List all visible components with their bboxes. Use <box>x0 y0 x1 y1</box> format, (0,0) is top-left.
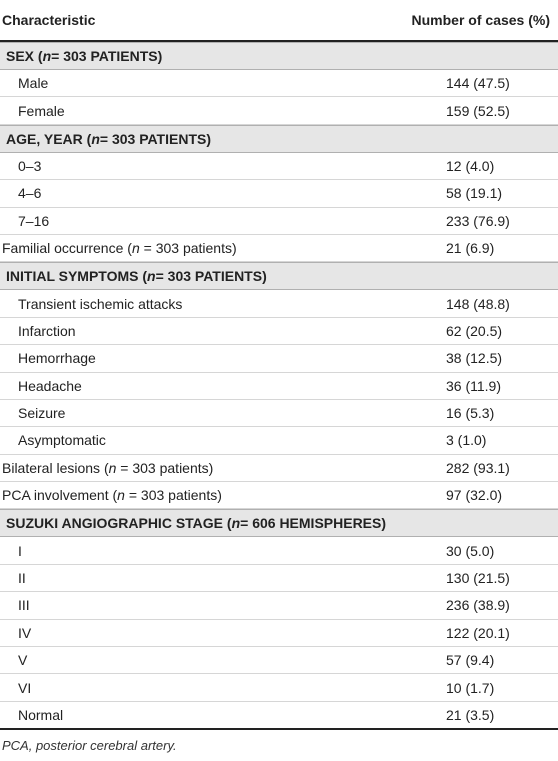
row-label: Headache <box>18 377 82 394</box>
table-row-pca <box>0 482 558 509</box>
section-sex <box>0 42 558 70</box>
row-label: 7–16 <box>18 212 50 229</box>
section-n: n <box>147 268 156 285</box>
table-row <box>0 647 558 674</box>
row-label: Hemorrhage <box>18 350 96 367</box>
row-label: I <box>18 542 22 559</box>
label-text-rest: = 303 patients) <box>124 487 222 504</box>
table-row <box>0 373 558 400</box>
row-value-cell <box>430 185 550 201</box>
row-value: 12 (4.0) <box>446 157 495 174</box>
table-row <box>0 537 558 564</box>
section-n: n <box>231 515 241 532</box>
section-title-rest: = 303 PATIENTS) <box>51 48 163 64</box>
row-value-cell <box>430 75 550 91</box>
row-value: 21 (3.5) <box>446 707 495 723</box>
table-row <box>0 427 558 454</box>
row-label: IV <box>18 624 32 641</box>
table-row <box>0 290 558 317</box>
section-title: SUZUKI ANGIOGRAPHIC STAGE ( <box>6 515 232 532</box>
row-label: Seizure <box>18 405 66 422</box>
row-label: Normal <box>18 707 64 723</box>
row-label: 4–6 <box>18 185 42 202</box>
label-text: Familial occurrence ( <box>2 240 132 257</box>
row-value: 233 (76.9) <box>446 212 510 229</box>
row-value-cell <box>430 652 550 668</box>
row-value: 122 (20.1) <box>446 624 510 641</box>
row-value: 97 (32.0) <box>446 487 503 504</box>
row-label: II <box>18 570 26 587</box>
section-title: INITIAL SYMPTOMS ( <box>6 268 148 285</box>
row-value-cell <box>430 597 550 613</box>
row-value: 57 (9.4) <box>446 652 495 669</box>
row-label: Transient ischemic attacks <box>18 295 183 312</box>
row-value: 30 (5.0) <box>446 542 495 559</box>
header-characteristic: Characteristic <box>2 12 96 28</box>
section-initial-symptoms <box>0 262 558 290</box>
label-n: n <box>108 459 117 476</box>
table-row <box>0 97 558 124</box>
row-value-cell <box>430 213 550 229</box>
section-title-rest: = 303 PATIENTS) <box>155 268 267 285</box>
row-label: Male <box>18 75 49 92</box>
row-value: 38 (12.5) <box>446 350 503 367</box>
row-value-cell <box>430 625 550 641</box>
row-value-cell <box>430 487 550 503</box>
label-text-rest: = 303 patients) <box>139 240 237 257</box>
table-row <box>0 208 558 235</box>
section-title-rest: = 606 HEMISPHERES) <box>240 515 387 532</box>
table-row <box>0 702 558 730</box>
row-label <box>2 487 222 503</box>
row-value: 58 (19.1) <box>446 185 503 202</box>
row-value-cell <box>430 323 550 339</box>
row-value-cell <box>430 378 550 394</box>
row-label: 0–3 <box>18 157 42 174</box>
row-value: 144 (47.5) <box>446 75 510 92</box>
table-row <box>0 565 558 592</box>
section-title: SEX ( <box>6 48 43 64</box>
section-suzuki-stage <box>0 509 558 537</box>
row-value: 159 (52.5) <box>446 102 510 119</box>
table-row <box>0 70 558 97</box>
table-row <box>0 592 558 619</box>
label-text: Bilateral lesions ( <box>2 459 109 476</box>
label-text: PCA involvement ( <box>2 487 118 504</box>
row-value: 130 (21.5) <box>446 570 510 587</box>
label-n: n <box>117 487 125 504</box>
row-label: Asymptomatic <box>18 432 106 449</box>
row-label: Infarction <box>18 322 76 339</box>
row-value: 10 (1.7) <box>446 679 495 696</box>
table-row <box>0 674 558 701</box>
section-n: n <box>42 48 52 64</box>
table-row <box>0 400 558 427</box>
table-row <box>0 318 558 345</box>
section-n: n <box>91 130 100 147</box>
row-value: 282 (93.1) <box>446 459 510 476</box>
row-value: 21 (6.9) <box>446 240 495 257</box>
row-value-cell <box>430 350 550 366</box>
table-row <box>0 345 558 372</box>
row-value-cell <box>430 543 550 559</box>
label-text-rest: = 303 patients) <box>116 459 214 476</box>
section-title-rest: = 303 PATIENTS) <box>99 130 211 147</box>
row-value: 16 (5.3) <box>446 405 495 422</box>
table-row-bilateral <box>0 455 558 482</box>
table-row <box>0 153 558 180</box>
section-age <box>0 125 558 153</box>
row-value-cell <box>430 460 550 476</box>
row-label: VI <box>18 679 32 696</box>
row-value: 3 (1.0) <box>446 432 487 449</box>
table-header <box>0 0 558 42</box>
label-n: n <box>131 240 140 257</box>
row-value: 148 (48.8) <box>446 295 510 312</box>
header-number-of-cases: Number of cases (%) <box>411 12 550 28</box>
row-value: 236 (38.9) <box>446 597 510 614</box>
table-footnote: PCA, posterior cerebral artery. <box>2 738 177 754</box>
row-label: III <box>18 597 30 614</box>
row-value-cell <box>430 158 550 174</box>
row-label: Female <box>18 102 65 119</box>
row-value: 36 (11.9) <box>446 377 501 394</box>
row-value-cell <box>430 240 550 256</box>
row-value-cell <box>430 707 550 723</box>
row-value-cell <box>430 432 550 448</box>
row-value-cell <box>430 680 550 696</box>
row-label <box>2 240 237 256</box>
section-title: AGE, YEAR ( <box>6 130 92 147</box>
row-value-cell <box>430 405 550 421</box>
row-value-cell <box>430 570 550 586</box>
table-row <box>0 620 558 647</box>
table-row <box>0 180 558 207</box>
row-label: V <box>18 652 28 669</box>
row-value: 62 (20.5) <box>446 322 503 339</box>
row-value-cell <box>430 103 550 119</box>
table-row-familial <box>0 235 558 262</box>
row-value-cell <box>430 296 550 312</box>
row-label <box>2 460 213 476</box>
